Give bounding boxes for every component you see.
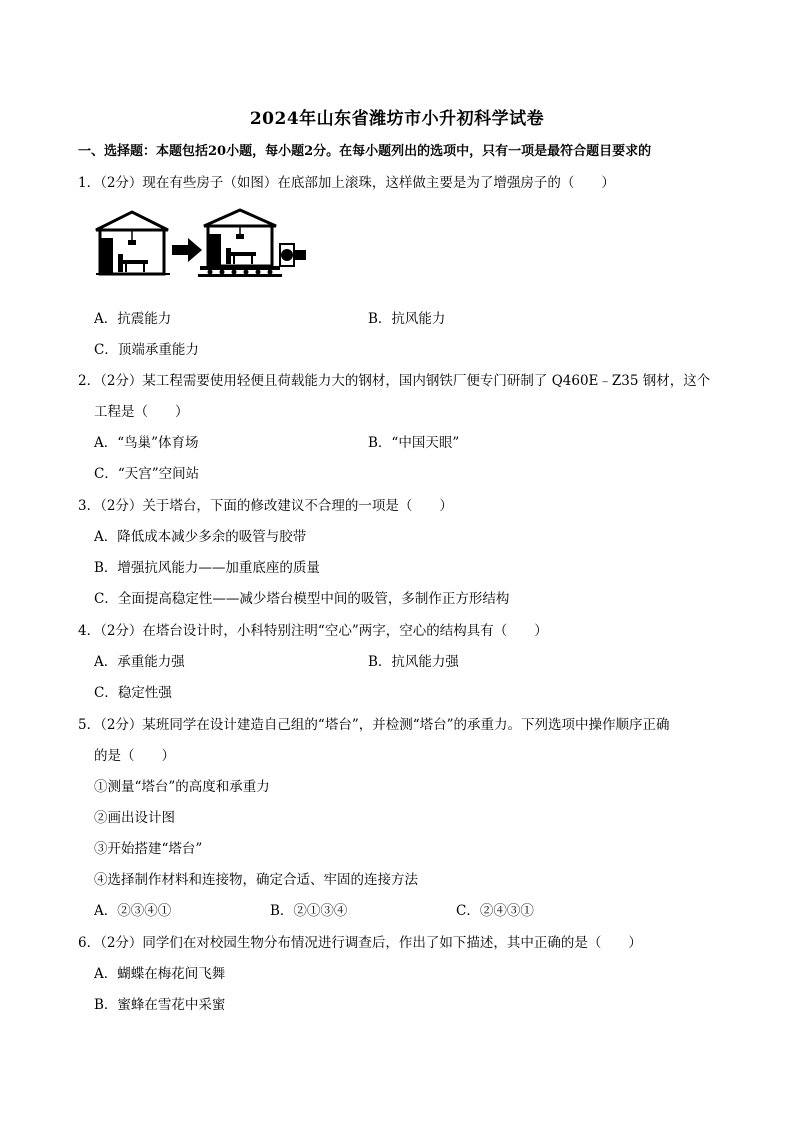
question-2-option-a: A．“鸟巢”体育场 xyxy=(94,435,199,451)
question-2-stem: 2．（2分）某工程需要使用轻便且荷载能力大的钢材，国内钢铁厂便专门研制了 Q460E﹣Z35 钢材，这个 xyxy=(78,373,711,389)
question-4-option-a: A．承重能力强 xyxy=(94,654,185,670)
question-5-option-c: C．②④③① xyxy=(456,903,534,919)
question-6-option-b: B．蜜蜂在雪花中采蜜 xyxy=(94,997,226,1013)
question-5-stem-continued: 的是（ ） xyxy=(94,748,175,764)
question-5-step-2: ②画出设计图 xyxy=(94,810,175,826)
question-5-option-a: A．②③④① xyxy=(94,903,172,919)
question-4-option-c: C．稳定性强 xyxy=(94,685,172,701)
question-5-step-1: ①测量“塔台”的高度和承重力 xyxy=(94,779,270,795)
house-rollers-figure xyxy=(94,208,310,278)
question-5-option-b: B．②①③④ xyxy=(270,903,348,919)
section-heading: 一、选择题：本题包括20小题，每小题2分。在每小题列出的选项中，只有一项是最符合题目要求的 xyxy=(78,144,652,159)
question-6-stem: 6．（2分）同学们在对校园生物分布情况进行调查后，作出了如下描述，其中正确的是（ ） xyxy=(78,935,642,951)
question-2-stem-continued: 工程是（ ） xyxy=(94,404,189,420)
question-5-step-4: ④选择制作材料和连接物，确定合适、牢固的连接方法 xyxy=(94,872,418,888)
question-5-stem: 5．（2分）某班同学在设计建造自己组的“塔台”，并检测“塔台”的承重力。下列选项中操作顺序正确 xyxy=(78,717,670,733)
question-1-option-b: B．抗风能力 xyxy=(368,311,446,327)
question-5-step-3: ③开始搭建“塔台” xyxy=(94,841,203,857)
question-1-option-c: C．顶端承重能力 xyxy=(94,342,199,358)
question-3-option-b: B．增强抗风能力——加重底座的质量 xyxy=(94,560,320,576)
question-2-option-b: B．“中国天眼” xyxy=(368,435,460,451)
page-title: 2024年山东省潍坊市小升初科学试卷 xyxy=(249,109,545,129)
question-1-stem: 1．（2分）现在有些房子（如图）在底部加上滚珠，这样做主要是为了增强房子的（ ） xyxy=(78,175,615,191)
question-4-stem: 4．（2分）在塔台设计时，小科特别注明“空心”两字，空心的结构具有（ ） xyxy=(78,623,548,639)
question-1-option-a: A．抗震能力 xyxy=(94,311,172,327)
question-3-option-a: A．降低成本减少多余的吸管与胶带 xyxy=(94,529,307,545)
question-6-option-a: A．蝴蝶在梅花间飞舞 xyxy=(94,966,226,982)
question-3-stem: 3．（2分）关于塔台，下面的修改建议不合理的一项是（ ） xyxy=(78,498,453,514)
question-2-option-c: C．“天宫”空间站 xyxy=(94,466,200,482)
question-4-option-b: B．抗风能力强 xyxy=(368,654,459,670)
question-3-option-c: C．全面提高稳定性——减少塔台模型中间的吸管，多制作正方形结构 xyxy=(94,591,510,607)
